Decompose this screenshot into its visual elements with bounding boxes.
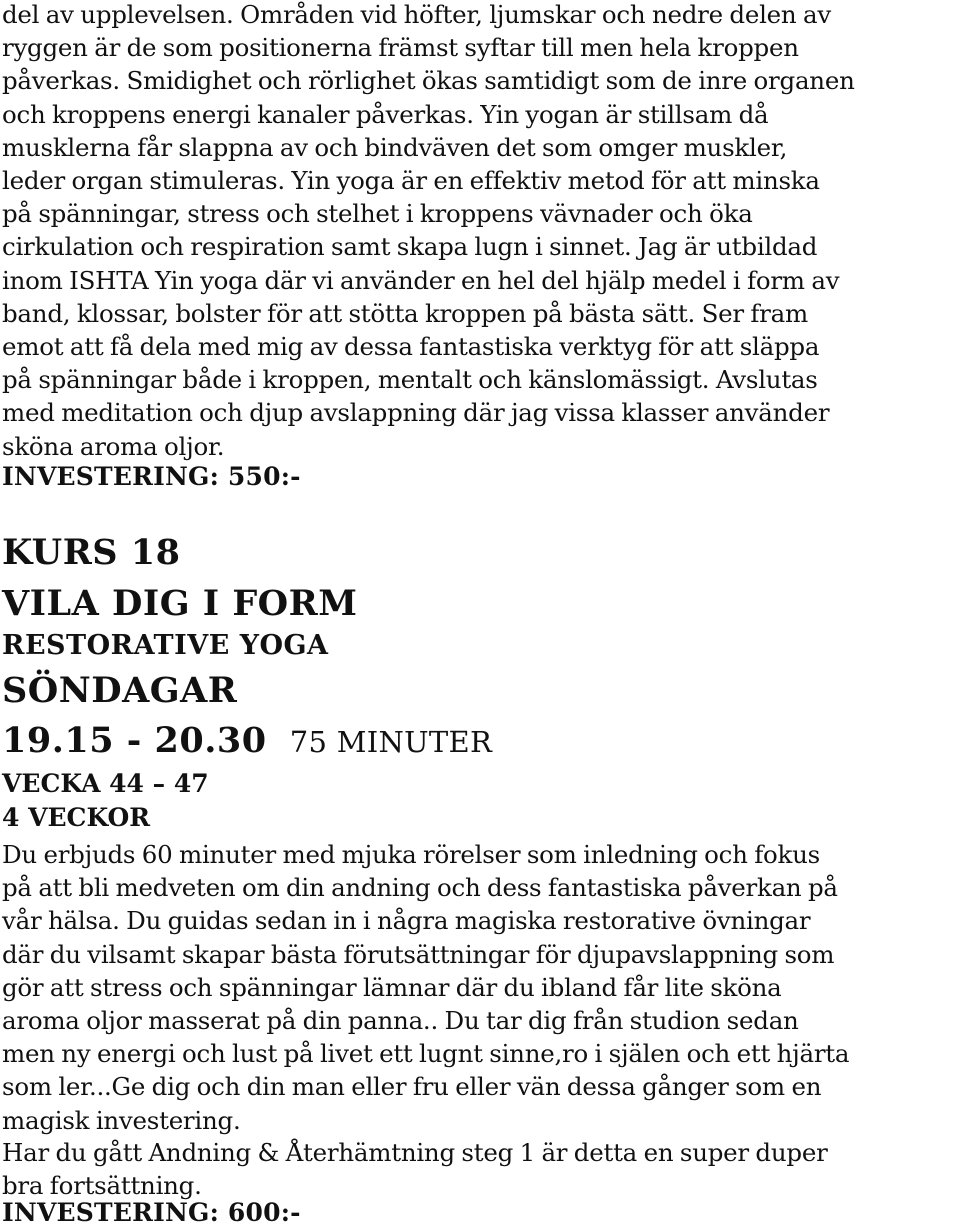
text-line: aroma oljor masserat på din panna.. Du tar dig från studion sedan bbox=[2, 1006, 799, 1036]
text-line: bra fortsättning. bbox=[2, 1171, 202, 1201]
text-line: gör att stress och spänningar lämnar där du ibland får lite sköna bbox=[2, 972, 782, 1002]
text-line: del av upplevelsen. Områden vid höfter, ljumskar och nedre delen av bbox=[2, 0, 831, 29]
text-line: där du vilsamt skapar bästa förutsättningar för djupavslappning som bbox=[2, 939, 835, 969]
text-line: Du erbjuds 60 minuter med mjuka rörelser som inledning och fokus bbox=[2, 840, 820, 869]
course-description bbox=[0, 838, 958, 1137]
text-line: cirkulation och respiration samt skapa lugn i sinnet. Jag är utbildad bbox=[2, 232, 818, 262]
text-line: emot att få dela med mig av dessa fantastiska verktyg för att släppa bbox=[2, 332, 820, 362]
course-time: 19.15 - 20.30 bbox=[2, 720, 267, 761]
course-subtitle: RESTORATIVE YOGA bbox=[2, 630, 329, 661]
text-line: påverkas. Smidighet och rörlighet ökas samtidigt som de inre organen bbox=[2, 66, 855, 96]
text-line: på spänningar både i kroppen, mentalt och känslomässigt. Avslutas bbox=[2, 365, 818, 395]
course-time-row bbox=[2, 720, 492, 761]
text-line: Har du gått Andning & Återhämtning steg 1 är detta en super duper bbox=[2, 1138, 828, 1167]
course-followup bbox=[0, 1136, 958, 1202]
text-line: på spänningar, stress och stelhet i kroppens vävnader och öka bbox=[2, 199, 753, 229]
text-line: sköna aroma oljor. bbox=[2, 431, 225, 461]
text-line: på att bli medveten om din andning och dess fantastiska påverkan på bbox=[2, 873, 838, 903]
course-day: SÖNDAGAR bbox=[2, 670, 238, 711]
intro-price: INVESTERING: 550:- bbox=[2, 462, 301, 491]
text-line: med meditation och djup avslappning där jag vissa klasser använder bbox=[2, 398, 830, 428]
text-line: ryggen är de som positionerna främst syftar till men hela kroppen bbox=[2, 33, 799, 63]
intro-paragraph bbox=[0, 0, 958, 463]
text-line: vår hälsa. Du guidas sedan in i några magiska restorative övningar bbox=[2, 906, 811, 936]
text-line: inom ISHTA Yin yoga där vi använder en hel del hjälp medel i form av bbox=[2, 265, 840, 295]
course-number: KURS 18 bbox=[2, 532, 181, 573]
text-line: band, klossar, bolster för att stötta kroppen på bästa sätt. Ser fram bbox=[2, 298, 808, 328]
course-weeks-range: VECKA 44 – 47 bbox=[2, 769, 209, 798]
text-line: magisk investering. bbox=[2, 1105, 241, 1135]
course-weeks-count: 4 VECKOR bbox=[2, 803, 151, 832]
course-title: VILA DIG I FORM bbox=[2, 583, 358, 624]
course-duration: 75 MINUTER bbox=[289, 725, 493, 759]
text-line: och kroppens energi kanaler påverkas. Yin yogan är stillsam då bbox=[2, 99, 769, 129]
text-line: som ler...Ge dig och din man eller fru eller vän dessa gånger som en bbox=[2, 1072, 822, 1102]
course-price: INVESTERING: 600:- bbox=[2, 1198, 301, 1226]
text-line: men ny energi och lust på livet ett lugnt sinne,ro i själen och ett hjärta bbox=[2, 1039, 850, 1069]
text-line: leder organ stimuleras. Yin yoga är en effektiv metod för att minska bbox=[2, 166, 820, 196]
text-line: musklerna får slappna av och bindväven det som omger muskler, bbox=[2, 132, 788, 162]
